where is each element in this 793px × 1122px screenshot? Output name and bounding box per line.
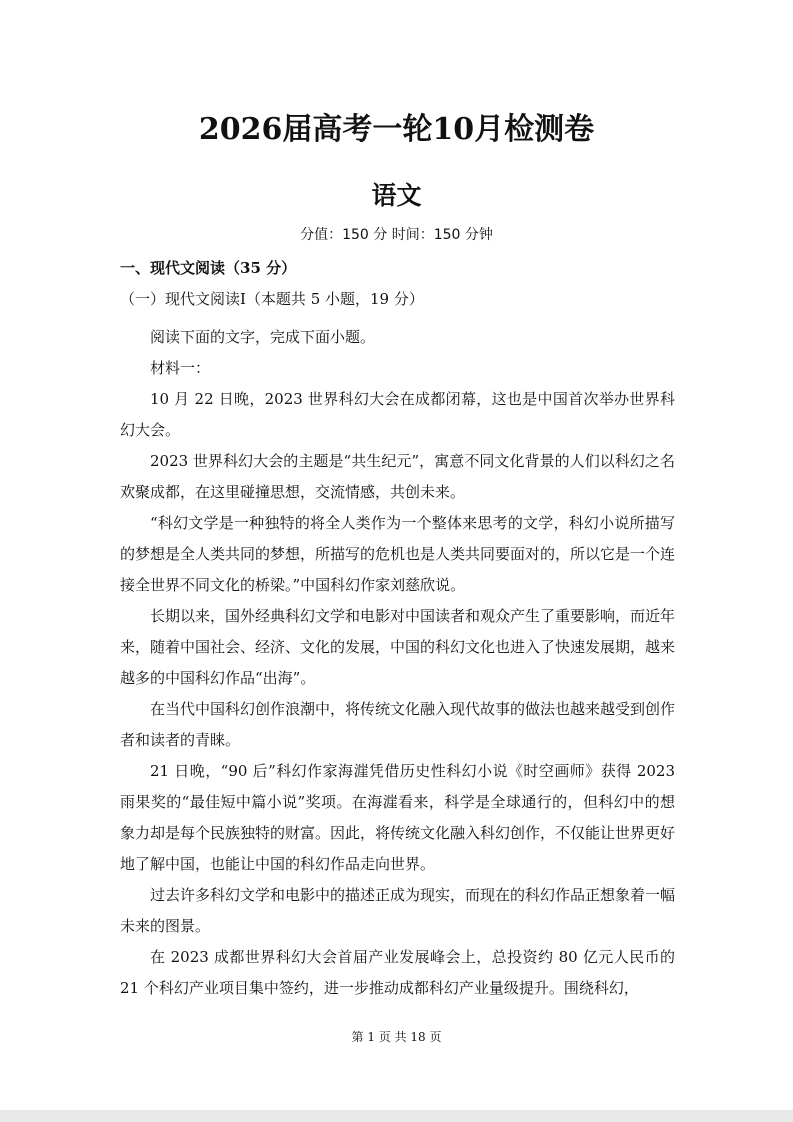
passage-paragraph: 10 月 22 日晚，2023 世界科幻大会在成都闭幕，这也是中国首次举办世界科幻大会。 [120, 390, 675, 439]
subsection-heading: （一）现代文阅读Ⅰ（本题共 5 小题，19 分） [120, 290, 424, 308]
page-bottom-divider [0, 1110, 793, 1122]
passage-paragraph: 在 2023 成都世界科幻大会首届产业发展峰会上，总投资约 80 亿元人民币的 21 个科幻产业项目集中签约，进一步推动成都科幻产业量级提升。围绕科幻， [120, 948, 675, 997]
passage-paragraph: 在当代中国科幻创作浪潮中，将传统文化融入现代故事的做法也越来越受到创作者和读者的青睐。 [120, 700, 676, 749]
page-number-footer: 第 1 页 共 18 页 [351, 1030, 442, 1044]
passage-paragraph: 长期以来，国外经典科幻文学和电影对中国读者和观众产生了重要影响，而近年来，随着中国社会、经济、文化的发展，中国的科幻文化也进入了快速发展期，越来越多的中国科幻作品“出海”。 [120, 607, 676, 687]
passage-paragraph: 过去许多科幻文学和电影中的描述正成为现实，而现在的科幻作品正想象着一幅未来的图景。 [120, 886, 676, 935]
material-label: 材料一： [150, 359, 211, 377]
section-heading: 一、现代文阅读（35 分） [120, 259, 297, 277]
instruction-paragraph: 阅读下面的文字，完成下面小题。 [150, 328, 376, 346]
exam-title: 2026届高考一轮10月检测卷 [198, 112, 595, 147]
subject-title: 语文 [371, 181, 422, 210]
passage-paragraph: “科幻文学是一种独特的将全人类作为一个整体来思考的文学，科幻小说所描写的梦想是全人类共同的梦想，所描写的危机也是人类共同要面对的，所以它是一个连接全世界不同文化的桥梁。”中国科幻作家刘慈欣说。 [120, 514, 676, 594]
score-time-line: 分值：150 分 时间：150 分钟 [300, 227, 493, 243]
passage-paragraph: 21 日晚，“90 后”科幻作家海漄凭借历史性科幻小说《时空画师》获得 2023 雨果奖的“最佳短中篇小说”奖项。在海漄看来，科学是全球通行的，但科幻中的想象力却是每个民族独特的财富。因此，将传统文化融入科幻创作，不仅能让世界更好地了解中国，也能让中国的科幻作品走向世界。 [120, 762, 676, 873]
passage-paragraph: 2023 世界科幻大会的主题是“共生纪元”，寓意不同文化背景的人们以科幻之名欢聚成都，在这里碰撞思想，交流情感，共创未来。 [120, 452, 675, 501]
reading-passage [120, 322, 675, 1004]
